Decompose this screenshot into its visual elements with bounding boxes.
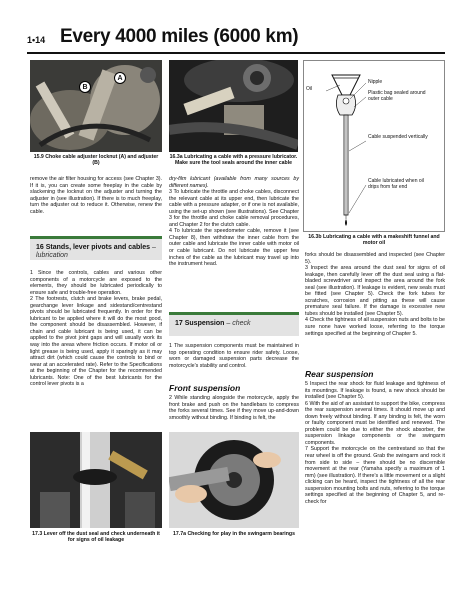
caption-16-3a: 16.3a Lubricating a cable with a pressure lubricator. Make sure the tool seals around the inner cable xyxy=(169,154,298,167)
column-2-body-2 xyxy=(169,395,299,421)
column-3-body xyxy=(305,381,445,505)
front-suspension-heading: Front suspension xyxy=(169,383,241,393)
column-1 xyxy=(30,176,162,215)
photo-choke-adjuster xyxy=(30,60,162,152)
column-2 xyxy=(169,176,299,268)
label-oil: Oil xyxy=(306,86,313,92)
col3-p5: 5 Inspect the rear shock for fluid leakage and tightness of its mountings. If leakage is found, a new shock should be installed (see Chapter 5). xyxy=(305,381,445,401)
column-3 xyxy=(305,252,445,337)
col3-p6: 6 With the aid of an assistant to support the bike, compress the rear suspension several times. It should move up and down freely without binding. If any binding is felt, the worn or faulty component must be identified and renewed. The problem could be due to either the shock absorber, the suspension linkage components or the swingarm components. xyxy=(305,400,445,446)
section-16-header xyxy=(30,236,162,260)
caption-17-3: 17.3 Lever off the dust seal and check underneath it for signs of oil leakage xyxy=(32,531,160,544)
section-17-title: 17 Suspension xyxy=(175,320,225,327)
section-16-title: 16 Stands, lever pivots and cables xyxy=(36,244,150,251)
col2-p2: 2 While standing alongside the motorcycle, apply the front brake and push on the handlebars to compress the forks several times. See if they move up-and-down smoothly without binding. If binding is felt, the xyxy=(169,395,299,421)
rear-suspension-heading: Rear suspension xyxy=(305,369,374,379)
col1-p2: 2 The footrests, clutch and brake levers, brake pedal, gearchange lever linkage and sidestand/centrestand pivots should be lubricated frequently. In order for the lubricant to be applied where it will do the most good, the component should be disassembled. However, if chain and cable lubricant is being used, it can be applied to the pivot joint gaps and will usually work its way into the areas where friction occurs. If motor oil or light grease is being used, apply it sparingly as it may attract dirt (which could cause the controls to bind or wear at an accelerated rate). Refer to the Specifications at the beginning of the Chapter for the recommended lubricants. Note: One of the best lubricants for the control lever pivots is a xyxy=(30,296,162,388)
column-2-body xyxy=(169,343,299,369)
col2-top: dry-film lubricant (available from many sources by different names). xyxy=(169,176,299,189)
col2-p4: 4 To lubricate the speedometer cable, remove it (see Chapter 8), then withdraw the inner cable from the outer cable and lubricate the inner cable with motor oil or cable lubricant. Do not lubricate the upper few inches of the cable as the lubricant may travel up into the instrument head. xyxy=(169,228,299,268)
caption-17-7a: 17.7a Checking for play in the swingarm bearings xyxy=(173,531,295,537)
col3-p7: 7 Support the motorcycle on the centrestand so that the rear wheel is off the ground. Grab the swingarm and rock it from side to side – there should be no discernible movement at the rear (Yamaha specify a maximum of 1 mm) (see illustration). If there's a little movement or a slight clicking can be heard, inspect the tightness of all the rear suspension mounting bolts and nuts, referring to the torque settings specified at the beginning of Chapter 5, and re-check for xyxy=(305,446,445,505)
col3-p3: 3 Inspect the area around the dust seal for signs of oil leakage, then carefully lever off the dust seal using a flat-bladed screwdriver and inspect the area around the fork seal (see illustration). If leakage is evident, new seals must be fitted (see Chapter 5). Check the fork tubes for scratches, corrosion and pitting as these will cause premature seal failure. If the damage is excessive new tubes should be installed (see Chapter 5). xyxy=(305,265,445,317)
page-number: 1•14 xyxy=(27,35,46,45)
col1-intro: remove the air filter housing for access (see Chapter 3). If it is, you can create some freeplay in the cable by slackening the locknut on the adjuster and turning the adjuster in (see illustration). If there is to much freeplay, turn the adjuster out to reduce it. Otherwise, renew the cable. xyxy=(30,176,162,215)
section-17-tag: – check xyxy=(226,320,251,327)
callout-a: A xyxy=(114,72,126,84)
label-nipple: Nipple xyxy=(368,79,383,85)
label-suspended: Cable suspended vertically xyxy=(368,134,428,140)
photo-swingarm-play xyxy=(169,432,299,528)
col3-p4: 4 Check the tightness of all suspension nuts and bolts to be sure none have worked loose, referring to the torque settings specified at the beginning of Chapter 5. xyxy=(305,317,445,337)
funnel-diagram-drawing xyxy=(304,61,446,233)
photo-pressure-lubricator xyxy=(169,60,298,152)
section-16-tag: – lubrication xyxy=(36,244,156,259)
caption-15-9: 15.9 Choke cable adjuster locknut (A) and adjuster (B) xyxy=(33,154,159,167)
page-title: Every 4000 miles (6000 km) xyxy=(60,26,299,47)
col1-p1: 1 Since the controls, cables and various other components of a motorcycle are exposed to the elements, they should be lubricated periodically to ensure safe and trouble-free operation. xyxy=(30,270,162,296)
page-header xyxy=(27,26,445,50)
callout-b: B xyxy=(79,81,91,93)
photo-dust-seal xyxy=(30,432,162,528)
caption-16-3b: 16.3b Lubricating a cable with a makeshift funnel and motor oil xyxy=(308,234,440,247)
col2-p1: 1 The suspension components must be maintained in top operating condition to ensure rider safety. Loose, worn or damaged suspension parts decrease the motorcycle's stability and control. xyxy=(169,343,299,369)
label-lubricated: Cable lubricated when oil drips from far end xyxy=(368,178,424,190)
section-17-header xyxy=(169,312,299,336)
diagram-makeshift-funnel xyxy=(303,60,445,232)
label-bag: Plastic bag sealed around outer cable xyxy=(368,90,426,102)
col2-p3: 3 To lubricate the throttle and choke cables, disconnect the relevant cable at its upper end, then lubricate the cable with a pressure adapter, or if one is not available, using the set-up shown (see illustrations). See Chapter 3 for the throttle and choke cable removal procedures, and Chapter 2 for the clutch cable. xyxy=(169,189,299,228)
header-rule xyxy=(27,52,445,54)
col3-top: forks should be disassembled and inspected (see Chapter 5). xyxy=(305,252,445,265)
column-1-body xyxy=(30,270,162,388)
